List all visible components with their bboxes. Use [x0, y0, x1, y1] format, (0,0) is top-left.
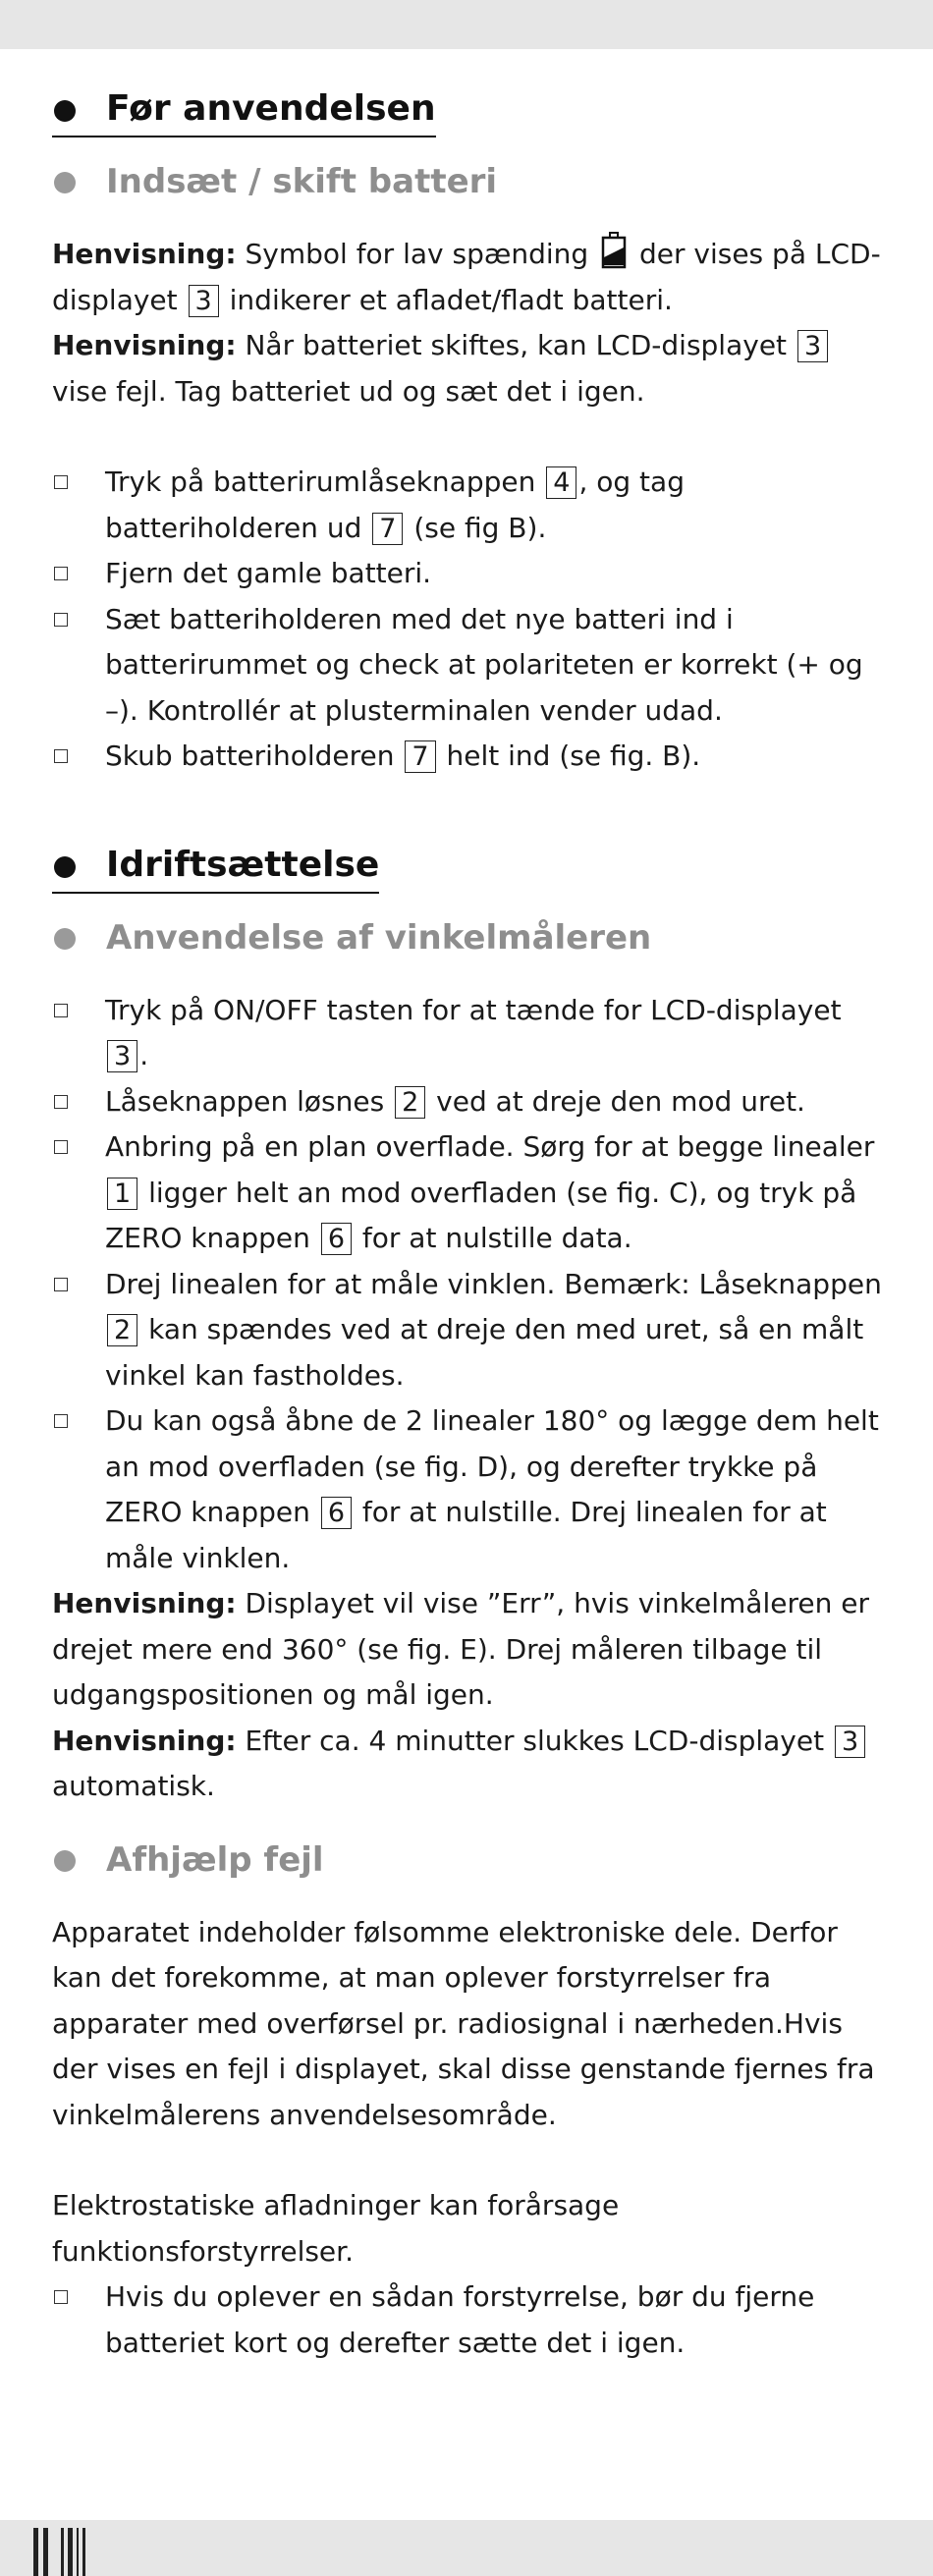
step-text: helt ind (se fig. B).: [446, 740, 701, 772]
list-item: [52, 988, 882, 1079]
note-label: Henvisning:: [52, 1587, 237, 1619]
note-text: Efter ca. 4 minutter slukkes LCD-displayet: [245, 1724, 825, 1757]
subheading-text: Indsæt / skift batteri: [106, 162, 498, 201]
list-item: [52, 1398, 882, 1581]
electrostatic-paragraph: Elektrostatiske afladninger kan forårsage funktionsforstyrrelser.: [52, 2189, 620, 2268]
checkbox-icon: [54, 475, 68, 489]
step-text: kan spændes ved at dreje den med uret, så en målt vinkel kan fastholdes.: [105, 1313, 864, 1392]
step-text: ved at dreje den mod uret.: [436, 1084, 805, 1118]
ref-box-4: 4: [546, 466, 576, 499]
note-text: automatisk.: [52, 1770, 215, 1802]
ref-box-7: 7: [372, 513, 403, 545]
checkbox-icon: [54, 1095, 68, 1109]
subheading-troubleshooting: [52, 1837, 882, 1883]
step-text: Skub batteriholderen: [105, 740, 395, 772]
step-text: .: [139, 1039, 149, 1071]
troubleshooting-paragraph: Apparatet indeholder følsomme elektroniske dele. Derfor kan det forekomme, at man oplever forstyrrelser fra apparater med overførsel pr. radiosignal i nærheden.Hvis der vises en fejl i displayet, skal disse genstande fjernes fra vinkelmålerens anvendelsesområde.: [52, 1915, 875, 2131]
step-text: Hvis du oplever en sådan forstyrrelse, bør du fjerne batteriet kort og derefter sætte det i igen.: [105, 2280, 815, 2359]
note-text: indikerer et afladet/fladt batteri.: [229, 283, 673, 316]
step-text: Drej linealen for at måle vinklen. Bemærk: Låseknappen: [105, 1267, 882, 1300]
list-item: [52, 597, 882, 735]
note-battery-change: [52, 323, 882, 414]
step-text: , og tag batteriholderen ud: [105, 466, 685, 544]
bullet-icon: [54, 100, 76, 122]
ref-box-7: 7: [405, 740, 435, 773]
subheading-text: Anvendelse af vinkelmåleren: [106, 917, 652, 958]
low-battery-icon: [601, 232, 627, 269]
usage-steps-list: [52, 988, 882, 1582]
checkbox-icon: [54, 1414, 68, 1428]
ref-box-2: 2: [107, 1314, 137, 1346]
note-text: Displayet vil vise ”Err”, hvis vinkelmåleren er drejet mere end 360° (se fig. E). Drej måleren tilbage til udgangspositionen og mål igen.: [52, 1587, 869, 1711]
ref-box-6: 6: [321, 1223, 352, 1255]
step-text: Anbring på en plan overflade. Sørg for at begge linealer: [105, 1130, 875, 1163]
note-err: [52, 1581, 882, 1719]
note-label: Henvisning:: [52, 329, 237, 361]
checkbox-icon: [54, 567, 68, 580]
page-footer-bar: [0, 2520, 933, 2576]
step-text: Låseknappen løsnes: [105, 1084, 385, 1118]
ref-box-1: 1: [107, 1178, 137, 1210]
list-item: [52, 1079, 882, 1125]
bullet-icon: [54, 928, 76, 950]
checkbox-icon: [54, 613, 68, 627]
list-item: [52, 2275, 882, 2366]
checkbox-icon: [54, 2290, 68, 2304]
troubleshooting-steps-list: [52, 2275, 882, 2366]
step-text: (se fig B).: [413, 511, 547, 544]
bullet-icon: [54, 856, 76, 878]
list-item: [52, 734, 882, 780]
checkbox-icon: [54, 1140, 68, 1154]
list-item: [52, 1124, 882, 1262]
section-heading-before-use: [52, 86, 436, 137]
ref-box-2: 2: [395, 1086, 425, 1119]
step-text: for at nulstille. Drej linealen for at måle vinklen.: [105, 1496, 827, 1574]
note-low-battery: [52, 232, 882, 323]
step-text: Fjern det gamle batteri.: [105, 557, 432, 589]
document-content: [52, 86, 882, 2366]
note-text: Symbol for lav spænding: [245, 238, 589, 270]
ref-box-6: 6: [321, 1497, 352, 1529]
page-header-bar: [0, 0, 933, 49]
bullet-icon: [54, 172, 76, 193]
list-item: [52, 551, 882, 597]
step-text: Tryk på ON/OFF tasten for at tænde for LCD-displayet: [105, 993, 842, 1026]
list-item: [52, 1262, 882, 1399]
checkbox-icon: [54, 749, 68, 763]
bullet-icon: [54, 1850, 76, 1872]
step-text: Sæt batteriholderen med det nye batteri ind i batterirummet og check at polariteten er korrekt (+ og –). Kontrollér at plusterminalen vender udad.: [105, 602, 863, 727]
step-text: ligger helt an mod overfladen (se fig. C), og tryk på ZERO knappen: [105, 1176, 857, 1254]
checkbox-icon: [54, 1004, 68, 1017]
note-text: der vises på LCD-displayet: [52, 238, 881, 316]
step-text: Du kan også åbne de 2 linealer 180° og lægge dem helt an mod overfladen (se fig. D), og derefter trykke på ZERO knappen: [105, 1404, 879, 1528]
checkbox-icon: [54, 1278, 68, 1291]
step-text: for at nulstille data.: [361, 1222, 632, 1254]
heading-text: Idriftsættelse: [106, 844, 380, 885]
note-label: Henvisning:: [52, 1724, 237, 1757]
barcode-mark-icon: [33, 2528, 102, 2576]
subheading-usage: [52, 915, 882, 960]
note-auto-off: [52, 1719, 882, 1810]
subheading-text: Afhjælp fejl: [106, 1839, 324, 1880]
battery-steps-list: [52, 460, 882, 780]
note-label: Henvisning:: [52, 238, 237, 270]
list-item: [52, 460, 882, 551]
note-text: vise fejl. Tag batteriet ud og sæt det i igen.: [52, 374, 645, 408]
ref-box-3: 3: [797, 330, 828, 362]
ref-box-3: 3: [107, 1040, 137, 1072]
ref-box-3: 3: [189, 285, 219, 317]
note-text: Når batteriet skiftes, kan LCD-displayet: [245, 329, 788, 361]
heading-text: Før anvendelsen: [106, 88, 436, 129]
subheading-battery: [52, 159, 882, 204]
section-heading-operation: [52, 843, 379, 894]
ref-box-3: 3: [835, 1726, 865, 1758]
step-text: Tryk på batterirumlåseknappen: [105, 466, 536, 498]
